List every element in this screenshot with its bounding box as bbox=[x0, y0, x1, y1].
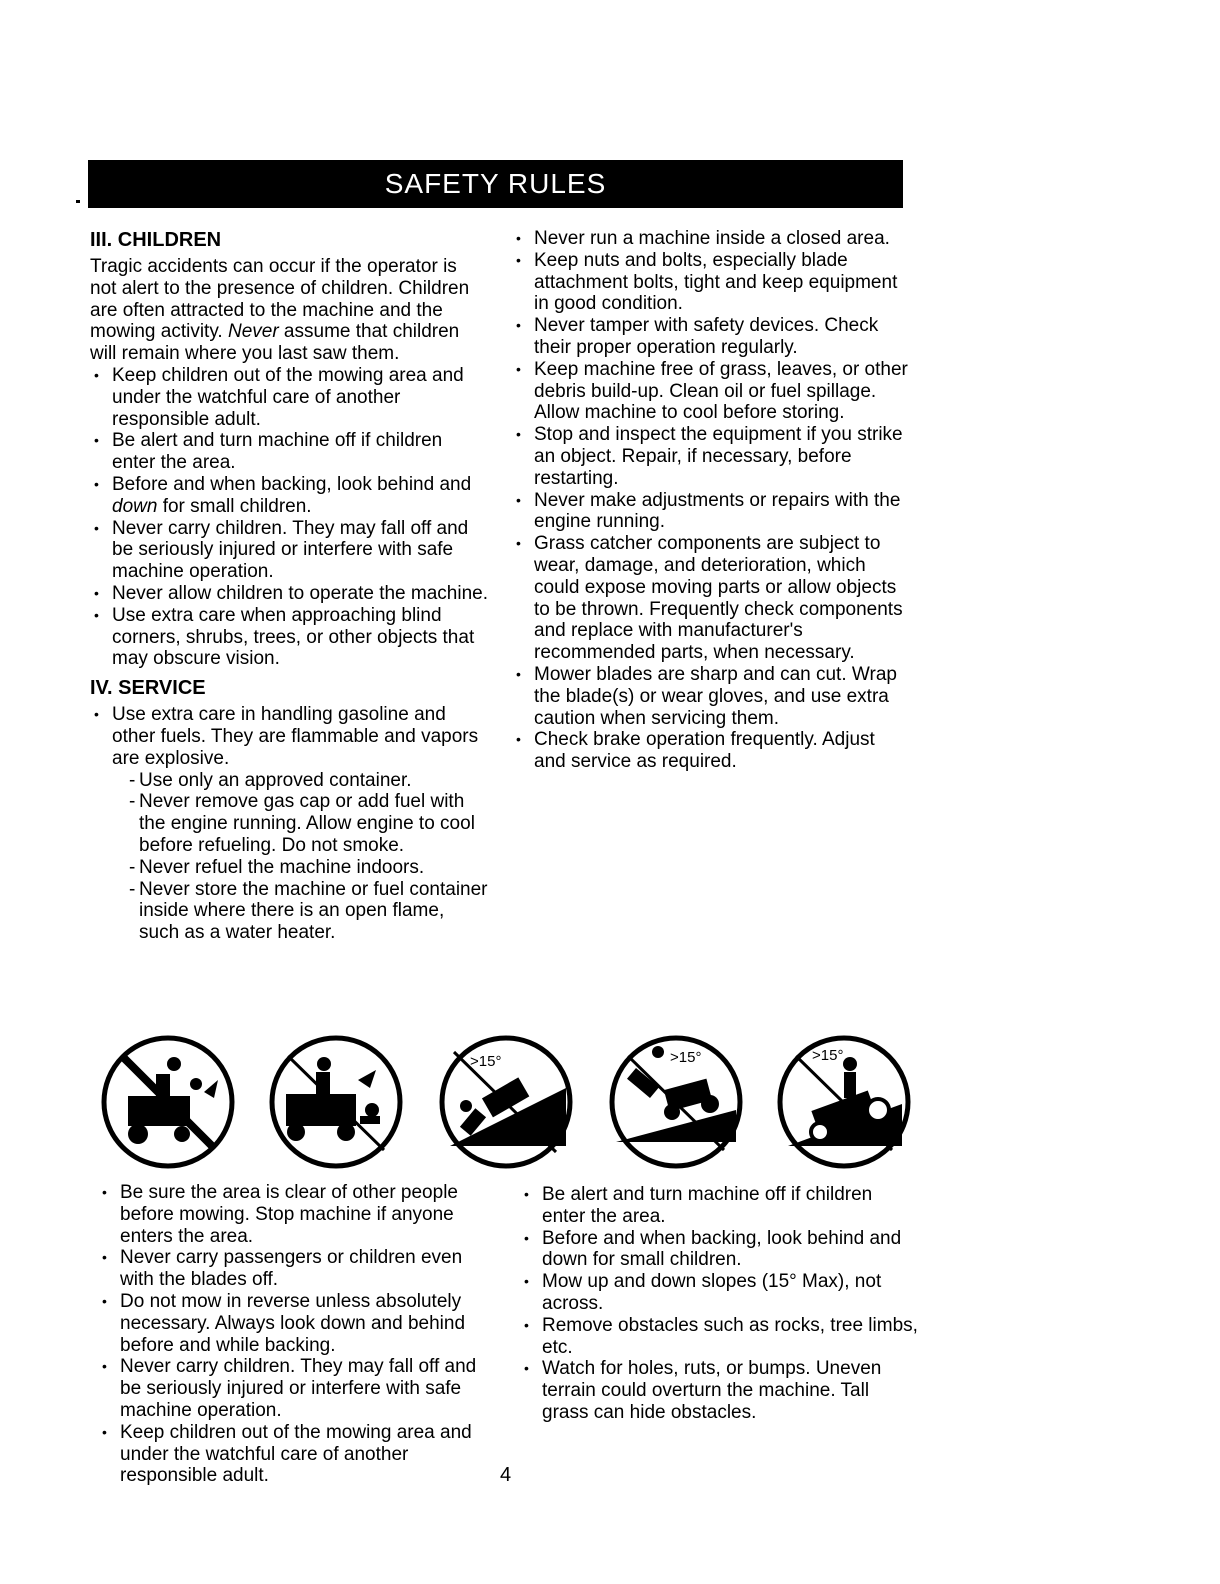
sub-item: - Never refuel the machine indoors. bbox=[129, 857, 488, 879]
right-column bbox=[512, 228, 910, 773]
service-list bbox=[90, 704, 488, 944]
list-item: • Keep machine free of grass, leaves, or other debris build-up. Clean oil or fuel spillage. Allow machine to cool before storing. bbox=[512, 359, 910, 424]
service-heading: IV. SERVICE bbox=[90, 677, 206, 700]
margin-mark bbox=[76, 200, 80, 203]
no-backing-over-children-icon bbox=[266, 1030, 406, 1170]
list-item: • Never carry children. They may fall off and be seriously injured or interfere with safe machine operation. bbox=[98, 1356, 498, 1421]
list-item: • Mower blades are sharp and can cut. Wrap the blade(s) or wear gloves, and use extra caution when servicing them. bbox=[512, 664, 910, 729]
svg-text:>15°: >15° bbox=[812, 1047, 844, 1064]
bottom-left-column bbox=[98, 1182, 498, 1487]
list-item: • Be alert and turn machine off if children enter the area. bbox=[90, 430, 488, 474]
list-item: • Be alert and turn machine off if children enter the area. bbox=[520, 1184, 920, 1228]
no-slope-across-icon bbox=[774, 1030, 914, 1170]
list-item: • Grass catcher components are subject to wear, damage, and deterioration, which could expose moving parts or allow objects to be thrown. Frequently check components and replace with manufacturer's recommended parts, when necessary. bbox=[512, 533, 910, 664]
left-column bbox=[90, 228, 488, 944]
sub-item: - Never store the machine or fuel container inside where there is an open flame, such as a water heater. bbox=[129, 879, 488, 944]
list-item: • Keep nuts and bolts, especially blade attachment bolts, tight and keep equipment in good condition. bbox=[512, 250, 910, 315]
bottom-right-column bbox=[520, 1184, 920, 1424]
list-item: • Before and when backing, look behind and down for small children. bbox=[90, 474, 488, 518]
children-heading: III. CHILDREN bbox=[90, 229, 222, 251]
page-title: SAFETY RULES bbox=[88, 160, 903, 208]
list-item: • Use extra care when approaching blind corners, shrubs, trees, or other objects that may obscure vision. bbox=[90, 605, 488, 670]
safety-pictograms bbox=[98, 1030, 918, 1180]
children-list bbox=[90, 365, 488, 670]
list-item: • Watch for holes, ruts, or bumps. Uneven terrain could overturn the machine. Tall grass can hide obstacles. bbox=[520, 1358, 920, 1423]
sub-item: - Never remove gas cap or add fuel with the engine running. Allow engine to cool before refueling. Do not smoke. bbox=[129, 791, 488, 856]
sub-item: - Use only an approved container. bbox=[129, 770, 488, 792]
list-item: • Never carry children. They may fall off and be seriously injured or interfere with safe machine operation. bbox=[90, 518, 488, 583]
page-number: 4 bbox=[500, 1464, 512, 1486]
list-item: • Use extra care in handling gasoline and other fuels. They are flammable and vapors are explosive. - Use only an approved container. - Never remove gas cap or add fuel with the engine running. Allow engine to cool before refueling. Do not smoke. - Never refuel the machine indoors. - Never store the machine or fuel container inside where there is an open flame, such as a water heater. bbox=[90, 704, 488, 944]
children-intro: Tragic accidents can occur if the operator is not alert to the presence of children. Children are often attracted to the machine and the mowing activity. Never assume that children will remain where you last saw them. bbox=[90, 256, 470, 365]
pictogram-rules-right bbox=[520, 1184, 920, 1424]
list-item: • Stop and inspect the equipment if you strike an object. Repair, if necessary, before restarting. bbox=[512, 424, 910, 489]
list-item: • Mow up and down slopes (15° Max), not across. bbox=[520, 1271, 920, 1315]
svg-text:>15°: >15° bbox=[470, 1053, 502, 1070]
pictogram-rules-left bbox=[98, 1182, 498, 1487]
no-slope-uphill-icon bbox=[436, 1030, 576, 1170]
list-item: • Never tamper with safety devices. Check their proper operation regularly. bbox=[512, 315, 910, 359]
list-item: • Never carry passengers or children even with the blades off. bbox=[98, 1247, 498, 1291]
list-item: • Remove obstacles such as rocks, tree limbs, etc. bbox=[520, 1315, 920, 1359]
service-list-continued bbox=[512, 228, 910, 773]
list-item: • Never make adjustments or repairs with the engine running. bbox=[512, 490, 910, 534]
svg-text:>15°: >15° bbox=[670, 1049, 702, 1066]
fuel-sublist bbox=[112, 770, 488, 944]
list-item: • Before and when backing, look behind and down for small children. bbox=[520, 1228, 920, 1272]
list-item: • Check brake operation frequently. Adjust and service as required. bbox=[512, 729, 910, 773]
list-item: • Keep children out of the mowing area and under the watchful care of another responsible adult. bbox=[98, 1422, 498, 1487]
list-item: • Do not mow in reverse unless absolutely necessary. Always look down and behind before and while backing. bbox=[98, 1291, 498, 1356]
no-children-icon bbox=[98, 1030, 238, 1170]
list-item: • Never allow children to operate the machine. bbox=[90, 583, 488, 605]
list-item: • Keep children out of the mowing area and under the watchful care of another responsible adult. bbox=[90, 365, 488, 430]
list-item: • Be sure the area is clear of other people before mowing. Stop machine if anyone enters the area. bbox=[98, 1182, 498, 1247]
no-slope-downhill-icon bbox=[606, 1030, 746, 1170]
list-item: • Never run a machine inside a closed area. bbox=[512, 228, 910, 250]
